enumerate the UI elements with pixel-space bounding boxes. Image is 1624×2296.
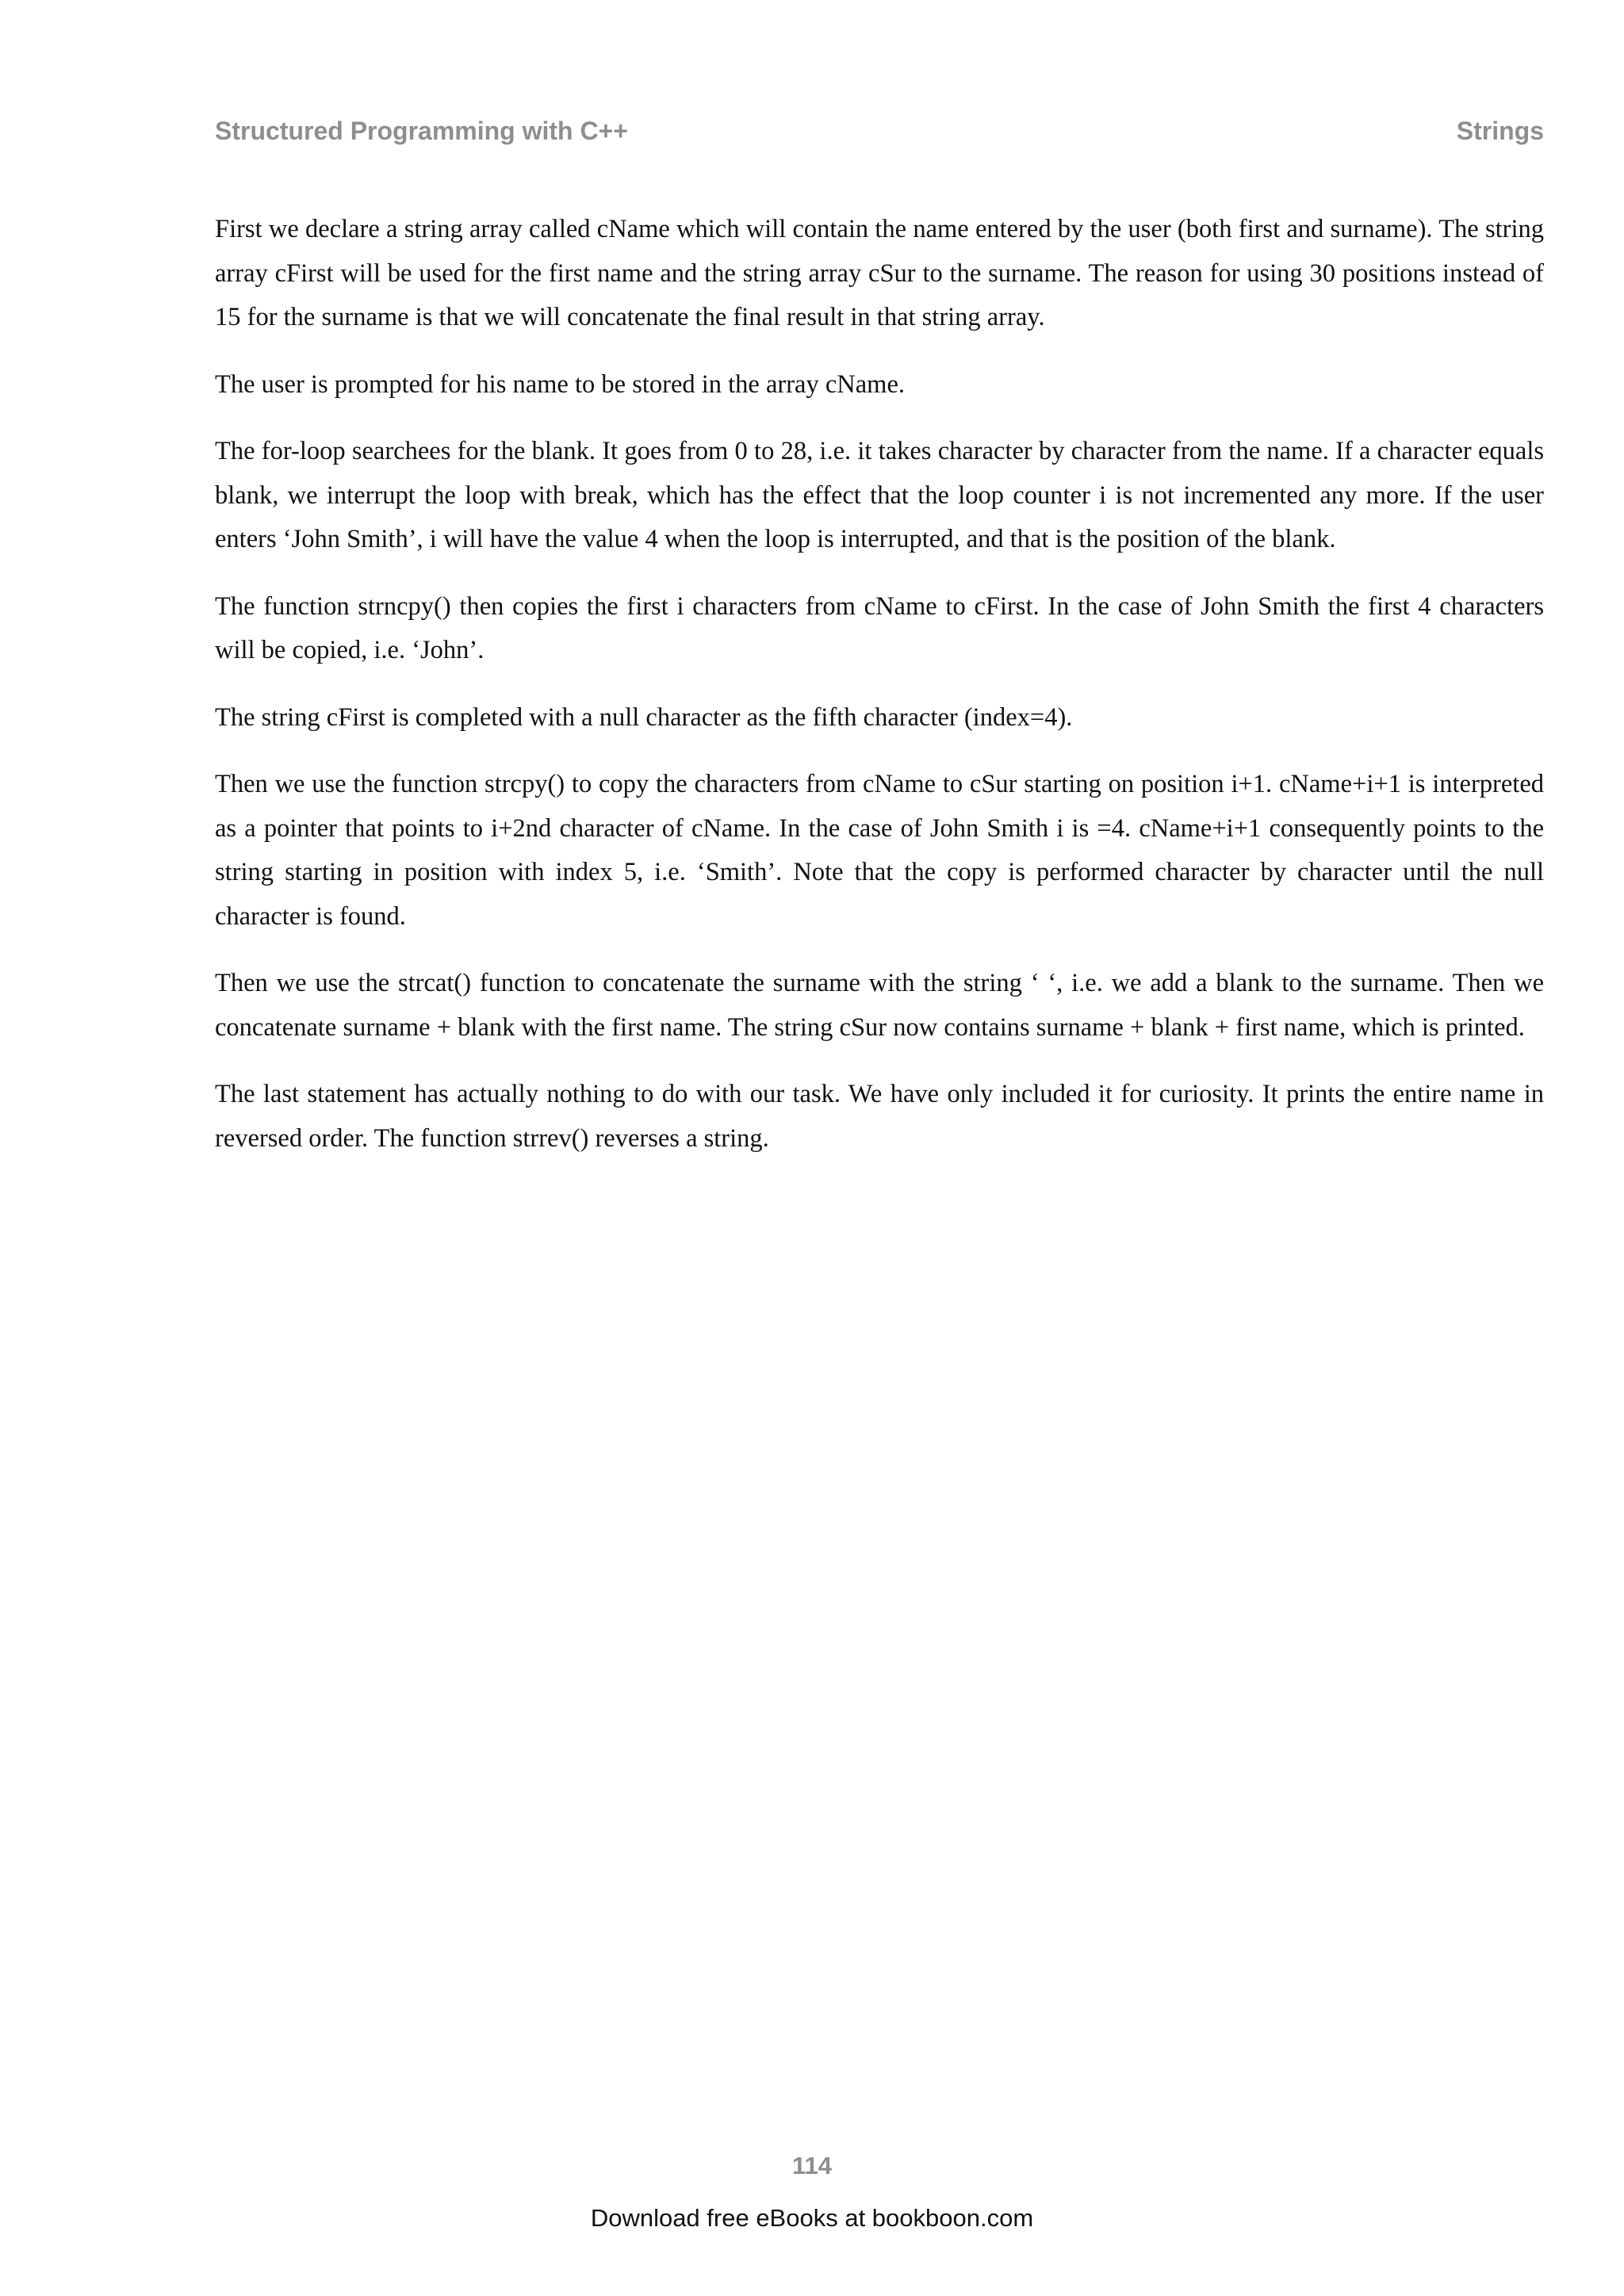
running-header [215, 111, 1544, 151]
book-title: Structured Programming with C++ [215, 116, 628, 145]
paragraph: Then we use the strcat() function to concatenate the surname with the string ‘ ‘, i.e. we add a blank to the surname. Then we concatenate surname + blank with the first name. The string cSur now contains surname + blank + first name, which is printed. [215, 969, 1544, 1042]
page-number: 114 [791, 2152, 832, 2179]
chapter-title: Strings [1456, 116, 1544, 145]
download-link[interactable]: Download free eBooks at bookboon.com [590, 2204, 1034, 2232]
paragraph: Then we use the function strcpy() to copy the characters from cName to cSur starting on position i+1. cName+i+1 is interpreted as a pointer that points to i+2nd character of cName. In the case of John Smith i is =4. cName+i+1 consequently points to the string starting in position with index 5, i.e. ‘Smith’. Note that the copy is performed character by character until the null character is found. [215, 770, 1544, 931]
paragraph: The function strncpy() then copies the first i characters from cName to cFirst. In the case of John Smith the first 4 characters will be copied, i.e. ‘John’. [215, 591, 1544, 664]
paragraph: The string cFirst is completed with a null character as the fifth character (index=4). [215, 702, 1073, 732]
paragraph: The user is prompted for his name to be stored in the array cName. [215, 369, 905, 399]
paragraph: First we declare a string array called cName which will contain the name entered by the user (both first and surname). The string array cFirst will be used for the first name and the string array cSur to the surname. The reason for using 30 positions instead of 15 for the surname is that we will concatenate the final result in that string array. [215, 215, 1544, 331]
body-text [215, 208, 1544, 1184]
paragraph: The for-loop searchees for the blank. It goes from 0 to 28, i.e. it takes character by character from the name. If a character equals blank, we interrupt the loop with break, which has the effect that the loop counter i is not incremented any more. If the user enters ‘John Smith’, i will have the value 4 when the loop is interrupted, and that is the position of the blank. [215, 437, 1544, 553]
paragraph: The last statement has actually nothing to do with our task. We have only included it for curiosity. It prints the entire name in reversed order. The function strrev() reverses a string. [215, 1080, 1544, 1153]
